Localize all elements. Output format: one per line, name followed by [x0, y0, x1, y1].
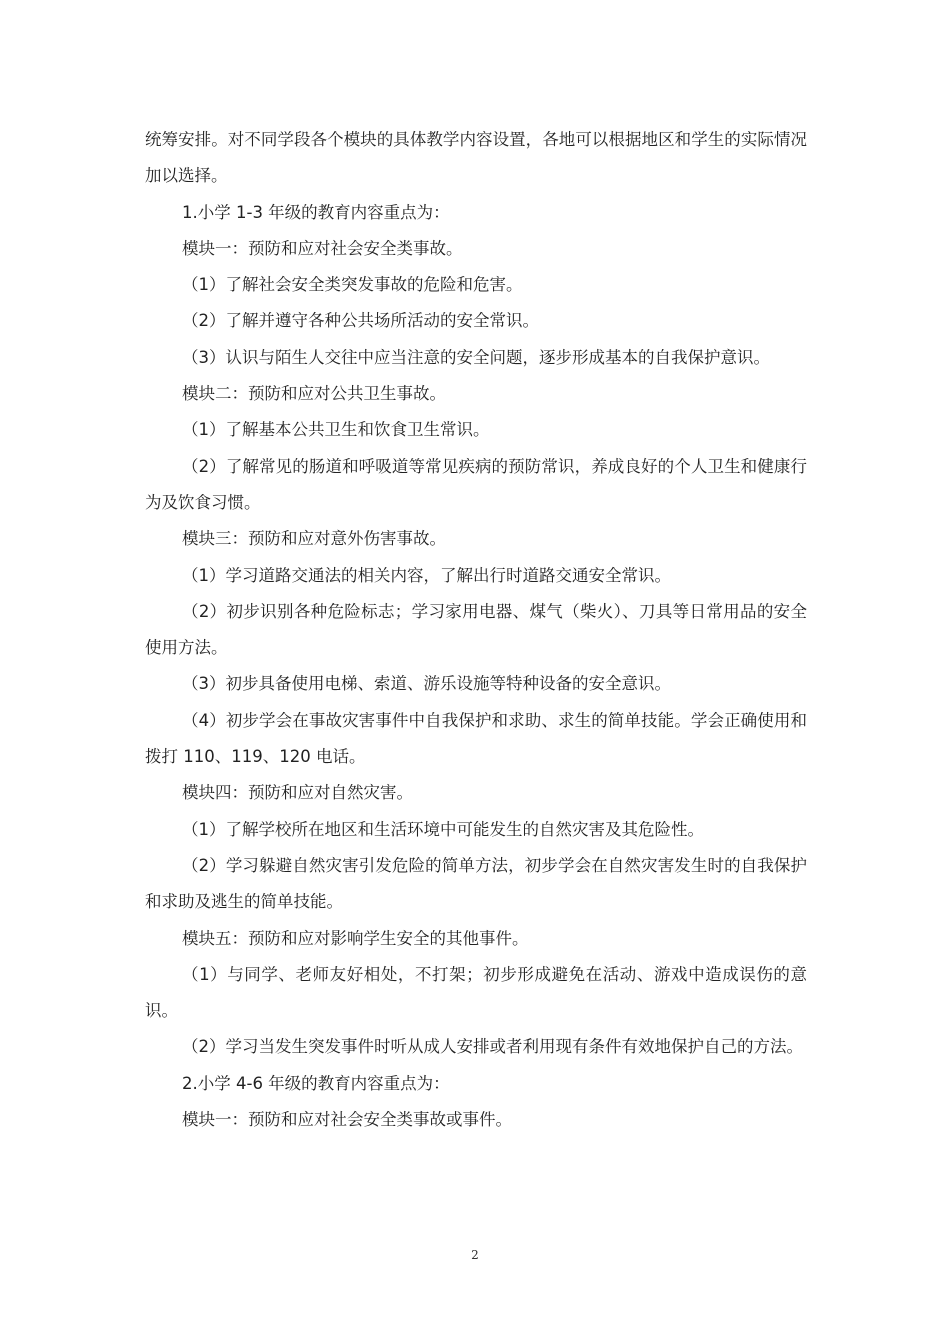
list-item: （1）了解学校所在地区和生活环境中可能发生的自然灾害及其危险性。 — [182, 819, 704, 839]
list-item: （1）了解基本公共卫生和饮食卫生常识。 — [182, 420, 490, 440]
module-heading-1: 模块一：预防和应对社会安全类事故。 — [182, 238, 463, 258]
list-item: （2）初步识别各种危险标志；学习家用电器、煤气（柴火）、刀具等日常用品的安全使用方法。 — [145, 601, 807, 658]
list-item: （2）了解常见的肠道和呼吸道等常见疾病的预防常识，养成良好的个人卫生和健康行为及饮食习惯。 — [145, 456, 807, 512]
list-item: （2）了解并遵守各种公共场所活动的安全常识。 — [182, 311, 539, 331]
module-heading-3: 模块三：预防和应对意外伤害事故。 — [182, 529, 446, 549]
paragraph-intro-continuation: 统筹安排。对不同学段各个模块的具体教学内容设置，各地可以根据地区和学生的实际情况加以选择。 — [145, 130, 807, 186]
list-item: （1）了解社会安全类突发事故的危险和危害。 — [182, 275, 523, 295]
list-item: （4）初步学会在事故灾害事件中自我保护和求助、求生的简单技能。学会正确使用和拨打 110、119、120 电话。 — [145, 710, 807, 767]
page-number: 2 — [471, 1248, 479, 1262]
list-item: （1）学习道路交通法的相关内容，了解出行时道路交通安全常识。 — [182, 565, 671, 585]
list-item: （2）学习当发生突发事件时听从成人安排或者利用现有条件有效地保护自己的方法。 — [182, 1037, 803, 1057]
module-heading-5: 模块五：预防和应对影响学生安全的其他事件。 — [182, 928, 529, 948]
list-item: （3）初步具备使用电梯、索道、游乐设施等特种设备的安全意识。 — [182, 674, 671, 694]
list-item: （2）学习躲避自然灾害引发危险的简单方法，初步学会在自然灾害发生时的自我保护和求助及逃生的简单技能。 — [145, 855, 807, 912]
list-item: （3）认识与陌生人交往中应当注意的安全问题，逐步形成基本的自我保护意识。 — [182, 347, 770, 367]
module-heading-4: 模块四：预防和应对自然灾害。 — [182, 783, 413, 803]
document-body — [145, 122, 807, 1138]
module-heading-1-grades-4-6: 模块一：预防和应对社会安全类事故或事件。 — [182, 1110, 512, 1130]
section-heading-grades-1-3: 1.小学 1-3 年级的教育内容重点为： — [182, 202, 450, 222]
section-heading-grades-4-6: 2.小学 4-6 年级的教育内容重点为： — [182, 1073, 450, 1093]
module-heading-2: 模块二：预防和应对公共卫生事故。 — [182, 384, 446, 404]
list-item: （1）与同学、老师友好相处，不打架；初步形成避免在活动、游戏中造成误伤的意识。 — [145, 964, 807, 1021]
